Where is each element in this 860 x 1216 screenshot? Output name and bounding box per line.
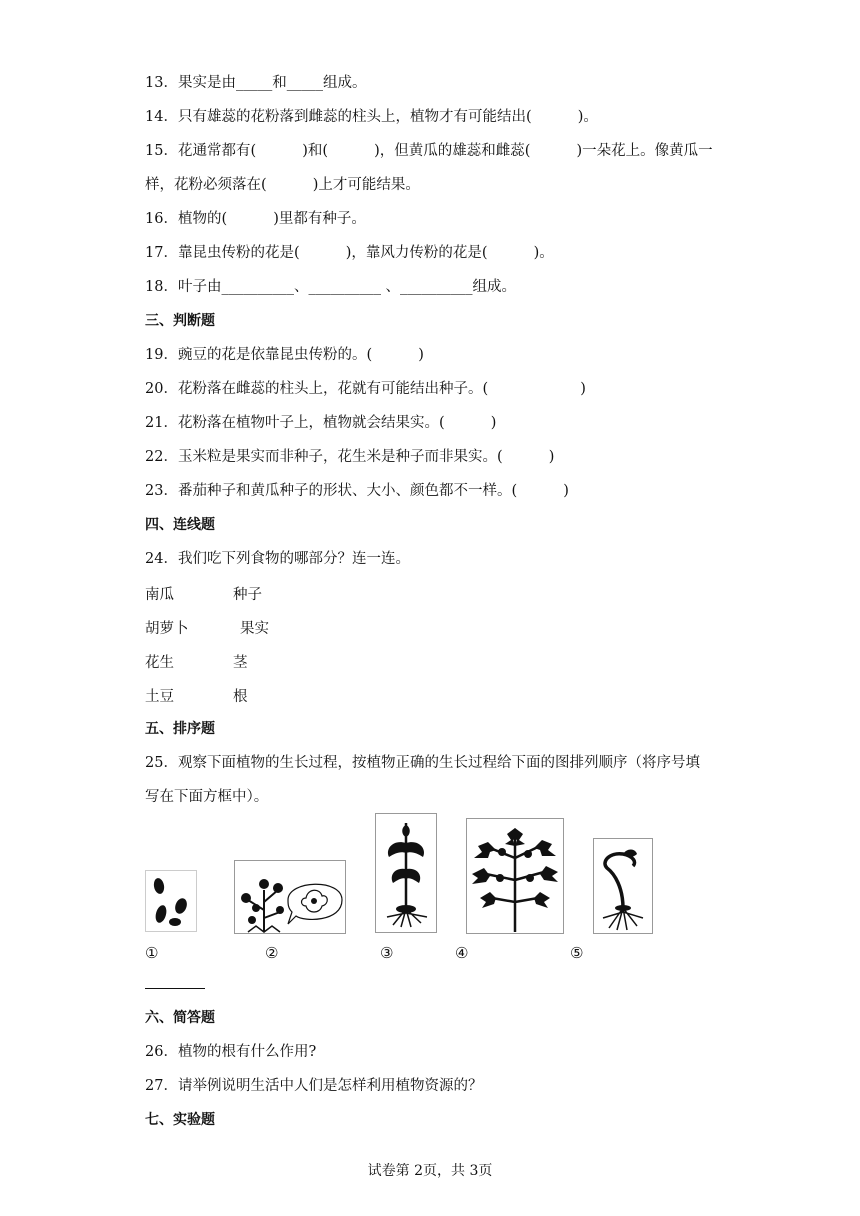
section-4-title: 四、连线题 [145,517,215,533]
question-13: 13．果实是由_____和_____组成。 [145,75,367,91]
young-plant-figure [375,813,437,933]
figure-label-2: ② [265,944,279,962]
match-right-3: 茎 [233,655,248,671]
flowering-plant-figure [234,860,346,934]
question-25-line1: 25．观察下面植物的生长过程，按植物正确的生长过程给下面的图排列顺序（将序号填 [145,755,700,771]
sprout-figure [593,838,653,934]
section-3-title: 三、判断题 [145,313,215,329]
question-14: 14．只有雄蕊的花粉落到雌蕊的柱头上，植物才有可能结出( )。 [145,109,598,125]
page-footer: 试卷第 2页，共 3页 [367,1163,493,1179]
question-15-line1: 15．花通常都有( )和( )，但黄瓜的雄蕊和雌蕊( )一朵花上。像黄瓜一 [145,143,713,159]
match-left-4: 土豆 [145,689,174,705]
section-7-title: 七、实验题 [145,1112,215,1128]
question-15-line2: 样，花粉必须落在( )上才可能结果。 [145,177,420,193]
question-17: 17．靠昆虫传粉的花是( )，靠风力传粉的花是( )。 [145,245,554,261]
section-5-title: 五、排序题 [145,721,215,737]
figure-label-5: ⑤ [570,944,584,962]
match-left-2: 胡萝卜 [145,621,189,637]
question-25-line2: 写在下面方框中）。 [145,789,269,805]
answer-blank [145,988,205,989]
question-23: 23．番茄种子和黄瓜种子的形状、大小、颜色都不一样。( ) [145,483,569,499]
match-right-1: 种子 [233,587,262,603]
match-right-4: 根 [233,689,248,705]
match-left-1: 南瓜 [145,587,174,603]
figure-label-4: ④ [455,944,469,962]
question-22: 22．玉米粒是果实而非种子，花生米是种子而非果实。( ) [145,449,555,465]
match-right-2: 果实 [240,621,269,637]
question-18: 18．叶子由__________、__________ 、__________组成。 [145,279,517,295]
section-6-title: 六、简答题 [145,1010,215,1026]
question-16: 16．植物的( )里都有种子。 [145,211,366,227]
question-24: 24．我们吃下列食物的哪部分？连一连。 [145,551,410,567]
figure-label-3: ③ [380,944,394,962]
question-21: 21．花粉落在植物叶子上，植物就会结果实。( ) [145,415,497,431]
figure-label-1: ① [145,944,159,962]
match-left-3: 花生 [145,655,174,671]
question-27: 27．请举例说明生活中人们是怎样利用植物资源的？ [145,1078,483,1094]
question-19: 19．豌豆的花是依靠昆虫传粉的。( ) [145,347,424,363]
seeds-figure [145,870,197,932]
question-26: 26．植物的根有什么作用? [145,1044,317,1060]
mature-plant-figure [466,818,564,934]
question-20: 20．花粉落在雌蕊的柱头上，花就有可能结出种子。( ) [145,381,586,397]
